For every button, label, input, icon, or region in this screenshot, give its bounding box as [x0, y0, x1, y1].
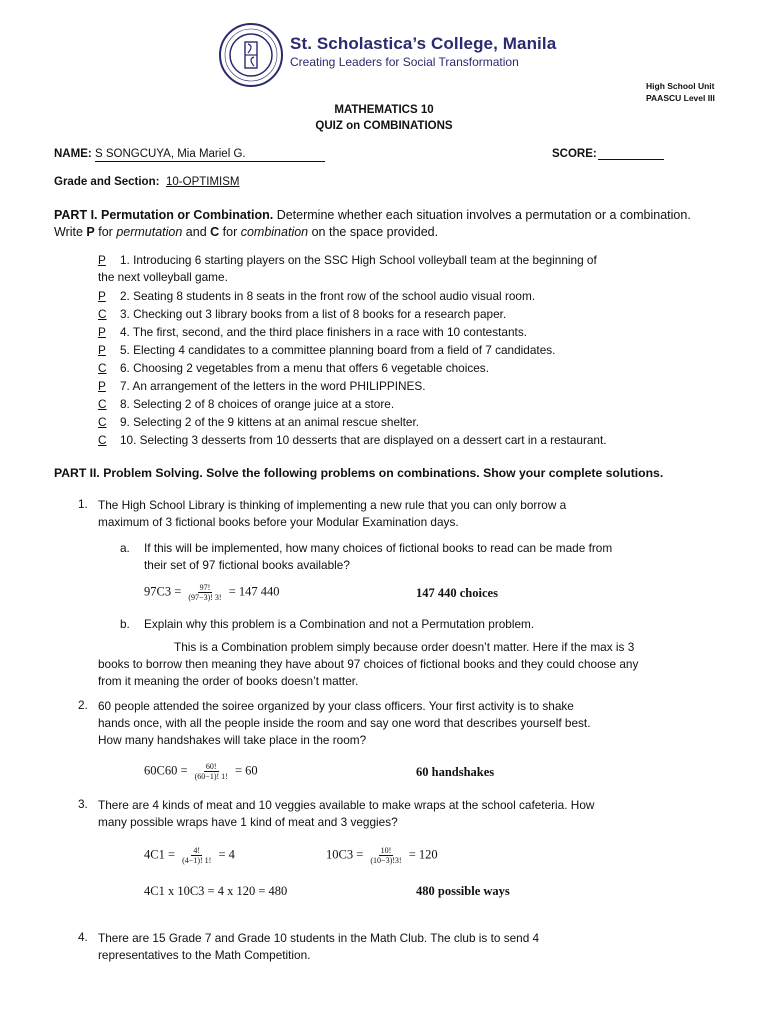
school-name: St. Scholastica’s College, Manila	[290, 34, 557, 53]
equation-3b: 10C3 = $\frac{10!}{(10-3)!3!}$ = 120	[326, 846, 438, 865]
part2-heading: PART II. Problem Solving. Solve the following problems on combinations. Show your complete solutions.	[54, 466, 664, 480]
answer-blank: P	[98, 289, 106, 303]
answer-1: 147 440 choices	[416, 586, 498, 600]
answer-blank: P	[98, 325, 106, 339]
list-item: C 6. Choosing 2 vegetables from a menu that offers 6 vegetable choices.	[98, 361, 489, 375]
list-item: P 2. Seating 8 students in 8 seats in the front row of the school audio visual room.	[98, 289, 536, 303]
list-item: P 1. Introducing 6 starting players on the SSC High School volleyball team at the beginning of the next volleyball game.	[98, 253, 597, 284]
fraction: $\frac{60!}{(60-1)! 1!}$	[194, 762, 228, 781]
equation-2: 60C60 = $\frac{60!}{(60-1)! 1!}$ = 60	[144, 762, 258, 781]
sub-label: b.	[120, 617, 130, 631]
quiz-title: QUIZ on COMBINATIONS	[315, 120, 453, 132]
list-item: P 4. The first, second, and the third place finishers in a race with 10 contestants.	[98, 325, 527, 339]
question-1-text: The High School Library is thinking of implementing a new rule that you can only borrow a maximum of 3 fictional books before your Modular Examination days.	[98, 498, 567, 529]
fraction: $\frac{97!}{(97-3)! 3!}$	[188, 583, 222, 602]
answer-blank: P	[98, 379, 106, 393]
question-number: 1.	[78, 497, 88, 511]
question-number: 3.	[78, 797, 88, 811]
question-number: 4.	[78, 930, 88, 944]
school-tagline: Creating Leaders for Social Transformation	[290, 55, 519, 69]
college-seal-logo	[218, 22, 284, 88]
unit-label: High School Unit	[646, 81, 715, 91]
subject-title: MATHEMATICS 10	[334, 104, 434, 116]
question-1a-text: If this will be implemented, how many choices of fictional books to read can be made from their set of 97 fictional books available?	[144, 541, 613, 572]
list-item: C 8. Selecting 2 of 8 choices of orange juice at a store.	[98, 397, 395, 411]
fraction: $\frac{4!}{(4-1)! 1!}$	[182, 846, 212, 865]
list-item: C 3. Checking out 3 library books from a list of 8 books for a research paper.	[98, 307, 507, 321]
equation-1: 97C3 = $\frac{97!}{(97-3)! 3!}$ = 147 440	[144, 583, 280, 602]
equation-3c: 4C1 x 10C3 = 4 x 120 = 480	[144, 884, 288, 898]
list-item: C 10. Selecting 3 desserts from 10 desserts that are displayed on a dessert cart in a restaurant.	[98, 433, 607, 447]
fraction: $\frac{10!}{(10-3)!3!}$	[370, 846, 402, 865]
score-label: SCORE:	[552, 148, 597, 160]
accreditation-label: PAASCU Level III	[646, 93, 715, 103]
answer-blank: C	[98, 397, 107, 411]
answer-blank: P	[98, 343, 106, 357]
question-2-text: 60 people attended the soiree organized by your class officers. Your first activity is to shake hands once, with all the people inside the room and say one word that describes yourself best. How many handshakes will take place in the room?	[98, 699, 591, 747]
name-label: NAME:	[54, 148, 92, 160]
explanation: This is a Combination problem simply because order doesn’t matter. Here if the max is 3 books to borrow then meaning they have about 97 choices of fictional books and they could choose any from it meaning the order of books doesn’t matter.	[98, 640, 639, 688]
score-field	[598, 159, 664, 160]
answer-blank: C	[98, 415, 107, 429]
question-3-text: There are 4 kinds of meat and 10 veggies available to make wraps at the school cafeteria. How many possible wraps have 1 kind of meat and 3 veggies?	[98, 798, 595, 829]
name-field: S SONGCUYA, Mia Mariel G.	[95, 148, 325, 162]
question-number: 2.	[78, 698, 88, 712]
equation-3a: 4C1 = $\frac{4!}{(4-1)! 1!}$ = 4	[144, 846, 235, 865]
question-1b-text: Explain why this problem is a Combination and not a Permutation problem.	[144, 617, 535, 631]
answer-3: 480 possible ways	[416, 884, 510, 898]
list-item: P 5. Electing 4 candidates to a committee planning board from a field of 7 candidates.	[98, 343, 556, 357]
list-item: C 9. Selecting 2 of the 9 kittens at an animal rescue shelter.	[98, 415, 420, 429]
question-4-text: There are 15 Grade 7 and Grade 10 students in the Math Club. The club is to send 4 representatives to the Math Competition.	[98, 931, 540, 962]
answer-blank: C	[98, 307, 107, 321]
grade-section-field: 10-OPTIMISM	[166, 176, 240, 188]
part1-instructions: PART I. Permutation or Combination. Determine whether each situation involves a permutation or a combination. Write P for permutation and C for combination on the space provided.	[54, 208, 691, 239]
answer-blank: C	[98, 361, 107, 375]
sub-label: a.	[120, 541, 130, 555]
list-item: P 7. An arrangement of the letters in the word PHILIPPINES.	[98, 379, 426, 393]
part1-heading: PART I. Permutation or Combination.	[54, 208, 274, 222]
grade-section-label: Grade and Section:	[54, 176, 160, 188]
answer-blank: C	[98, 433, 107, 447]
answer-blank: P	[98, 253, 106, 267]
answer-2: 60 handshakes	[416, 765, 495, 779]
